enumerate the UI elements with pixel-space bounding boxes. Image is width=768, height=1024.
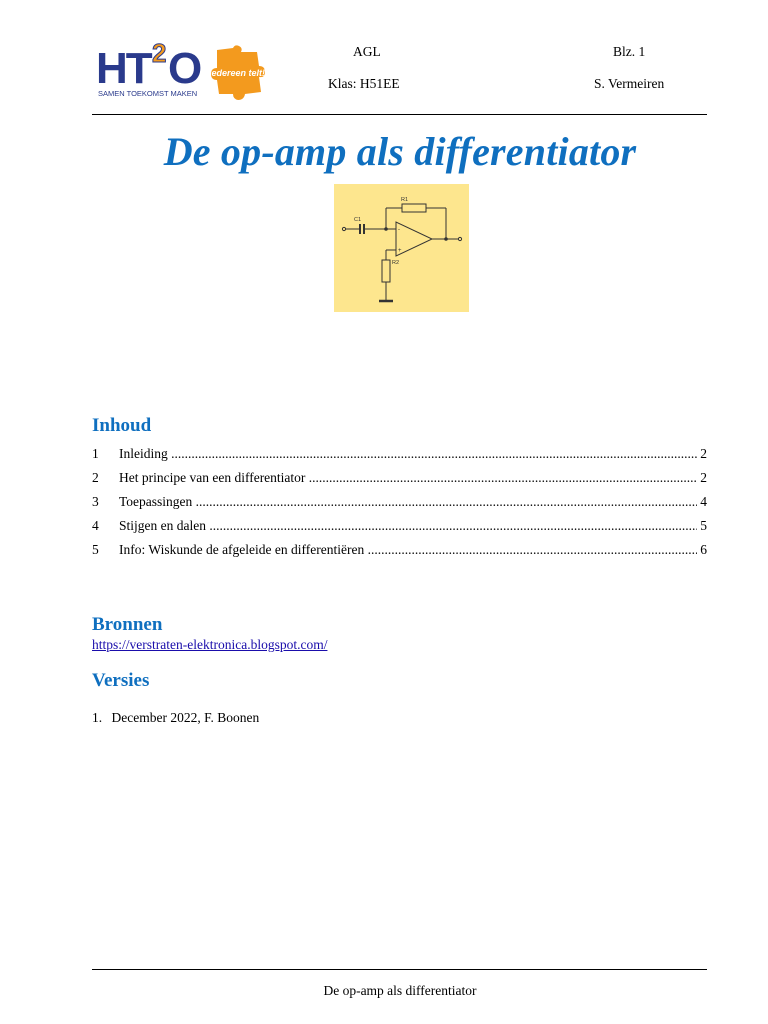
puzzle-text: Iedereen telt! [208,68,266,78]
sources-link[interactable]: https://verstraten-elektronica.blogspot.com/ [92,637,328,652]
version-item [92,710,259,726]
label-c1: C1 [354,217,362,223]
label-r1: R1 [401,197,409,203]
logo-tagline: SAMEN TOEKOMST MAKEN [98,89,198,98]
logo-o: O [168,44,203,93]
toc-entry-label: Stijgen en dalen [119,518,206,533]
toc-entry-number: 5 [92,542,99,557]
toc-entry[interactable] [92,518,707,538]
puzzle-icon [209,45,265,100]
toc-entry[interactable] [92,446,707,466]
toc-entry-label: Info: Wiskunde de afgeleide en differentiëren [119,542,365,557]
logo-graphic [96,38,271,102]
label-r2: R2 [392,260,400,266]
version-item-text: December 2022, F. Boonen [111,710,260,725]
header-class: Klas: H51EE [328,76,400,91]
toc-heading: Inhoud [92,415,152,436]
document-title: De op-amp als differentiator [163,129,637,174]
toc-entry-label: Inleiding [119,446,168,461]
toc-entry-page: 4 [700,494,707,509]
toc-entry-page: 2 [700,470,707,485]
toc-entry-number: 3 [92,494,99,509]
sources-heading: Bronnen [92,614,163,635]
circuit-graphic [334,184,469,312]
ht2o-logo [96,38,271,102]
header-subject: AGL [353,44,381,59]
label-minus: - [398,227,400,233]
logo-wordmark: HT [96,44,151,93]
version-item-number: 1. [92,710,103,725]
header-rule [92,114,707,115]
toc-entry[interactable] [92,542,707,562]
label-plus: + [398,248,402,254]
header-author: S. Vermeiren [594,76,665,91]
toc-entry-page: 2 [700,446,707,461]
toc-entry-label: Het principe van een differentiator [119,470,306,485]
toc-entry-page: 6 [700,542,707,557]
footer-rule [92,969,707,970]
versions-heading: Versies [92,670,150,691]
toc-entry-page: 5 [700,518,707,533]
header-page-number: Blz. 1 [613,44,646,59]
toc-entry[interactable] [92,494,707,514]
toc-entry[interactable] [92,470,707,490]
logo-superscript: 2 [152,38,167,68]
circuit-diagram [334,184,469,312]
toc-entry-number: 1 [92,446,99,461]
toc-entry-number: 2 [92,470,99,485]
footer-text: De op-amp als differentiator [323,983,477,998]
toc-entry-label: Toepassingen [119,494,193,509]
toc-entry-number: 4 [92,518,99,533]
